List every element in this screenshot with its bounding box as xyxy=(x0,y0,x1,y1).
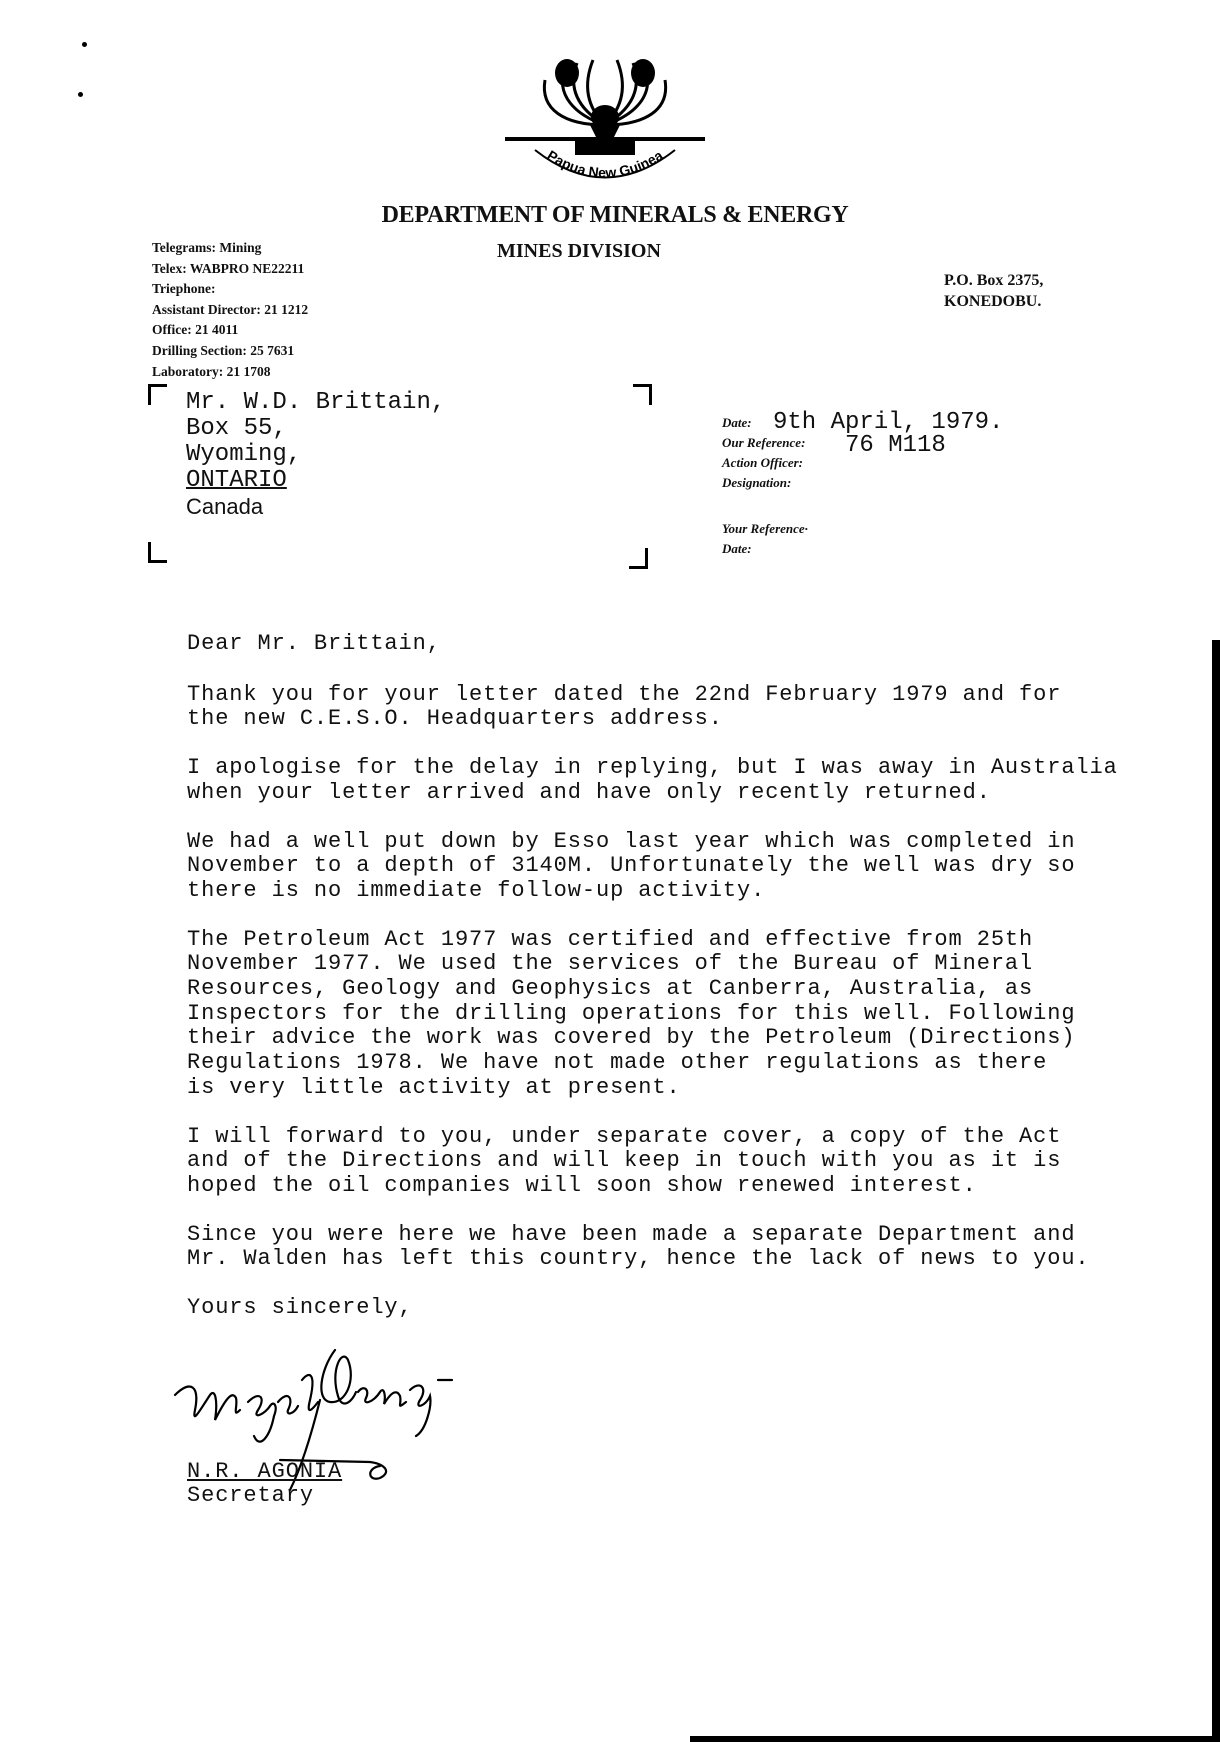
signatory-title: Secretary xyxy=(187,1483,314,1508)
designation-label: Designation: xyxy=(722,475,792,490)
po-box-line: P.O. Box 2375, xyxy=(944,272,1044,289)
your-date-label: Date: xyxy=(722,541,752,556)
letter-date: 9th April, 1979. xyxy=(773,409,1004,436)
date-label: Date: xyxy=(722,415,752,430)
address-corner-top-left xyxy=(148,384,167,405)
paragraph-department: Since you were here we have been made a separate Department and Mr. Walden has left this country, hence the lack of news to you. xyxy=(187,1221,1090,1272)
closing: Yours sincerely, xyxy=(187,1295,413,1321)
po-box-city: KONEDOBU. xyxy=(944,293,1042,310)
paragraph-apology: I apologise for the delay in replying, but I was away in Australia when your letter arrived and have only recently returned. xyxy=(187,755,1118,805)
crest-ribbon-text: Papua New Guinea xyxy=(544,146,666,181)
contact-telegrams: Telegrams: Mining xyxy=(152,240,262,255)
signatory-block xyxy=(187,1460,342,1508)
our-reference-value: 76 M118 xyxy=(845,432,946,459)
contact-drilling-section: Drilling Section: 25 7631 xyxy=(152,342,295,358)
your-reference-block xyxy=(722,519,808,559)
recipient-name: Mr. W.D. Brittain, xyxy=(186,389,446,416)
scan-speck xyxy=(82,42,87,47)
address-corner-top-right xyxy=(633,384,652,405)
your-reference-label: Your Reference· xyxy=(722,521,808,536)
scan-edge-bottom xyxy=(690,1736,1220,1742)
salutation: Dear Mr. Brittain, xyxy=(187,631,441,656)
contact-details xyxy=(152,238,308,382)
paragraph-forwarding: I will forward to you, under separate cover, a copy of the Act and of the Directions and will keep in touch with you as it is hoped the oil companies will soon show renewed interest. xyxy=(187,1123,1062,1198)
paragraph-well: We had a well put down by Esso last year which was completed in November to a depth of 3140M. Unfortunately the well was dry so there is no immediate follow-up activity. xyxy=(187,828,1076,903)
contact-telephone: Triephone: xyxy=(152,281,216,297)
recipient-town: Wyoming, xyxy=(186,441,302,468)
scan-speck xyxy=(78,92,83,97)
department-address xyxy=(944,270,1043,312)
recipient-box: Box 55, xyxy=(186,415,287,442)
department-title: DEPARTMENT OF MINERALS & ENERGY xyxy=(381,202,849,228)
recipient-address xyxy=(186,390,445,520)
paragraph-petroleum-act: The Petroleum Act 1977 was certified and effective from 25th November 1977. We used the services of the Bureau of Mineral Resources, Geology and Geophysics at Canberra, Australia, as Inspectors for the drilling operations for this well. Following their advice the work was covered by the Petroleum (Directions) Regulations 1978. We have not made other regulations as there is very little activity at present. xyxy=(187,926,1076,1100)
contact-telex: Telex: WABPRO NE22211 xyxy=(152,260,305,276)
our-reference-label: Our Reference: xyxy=(722,435,806,450)
papua-new-guinea-crest-logo xyxy=(505,55,705,203)
recipient-province: ONTARIO xyxy=(186,467,287,494)
contact-laboratory: Laboratory: 21 1708 xyxy=(152,363,271,379)
contact-office: Office: 21 4011 xyxy=(152,322,239,338)
signatory-name: N.R. AGONIA xyxy=(187,1459,343,1484)
contact-assistant-director: Assistant Director: 21 1212 xyxy=(152,301,309,317)
address-corner-bottom-left xyxy=(148,542,167,563)
action-officer-label: Action Officer: xyxy=(722,455,803,470)
letter-body xyxy=(187,632,1167,1345)
address-corner-bottom-right xyxy=(629,548,648,569)
scan-edge-right xyxy=(1212,640,1220,1742)
recipient-country: Canada xyxy=(186,494,264,519)
division-title: MINES DIVISION xyxy=(497,240,661,262)
paragraph-thanks: Thank you for your letter dated the 22nd February 1979 and for the new C.E.S.O. Headquarters address. xyxy=(187,681,1062,732)
